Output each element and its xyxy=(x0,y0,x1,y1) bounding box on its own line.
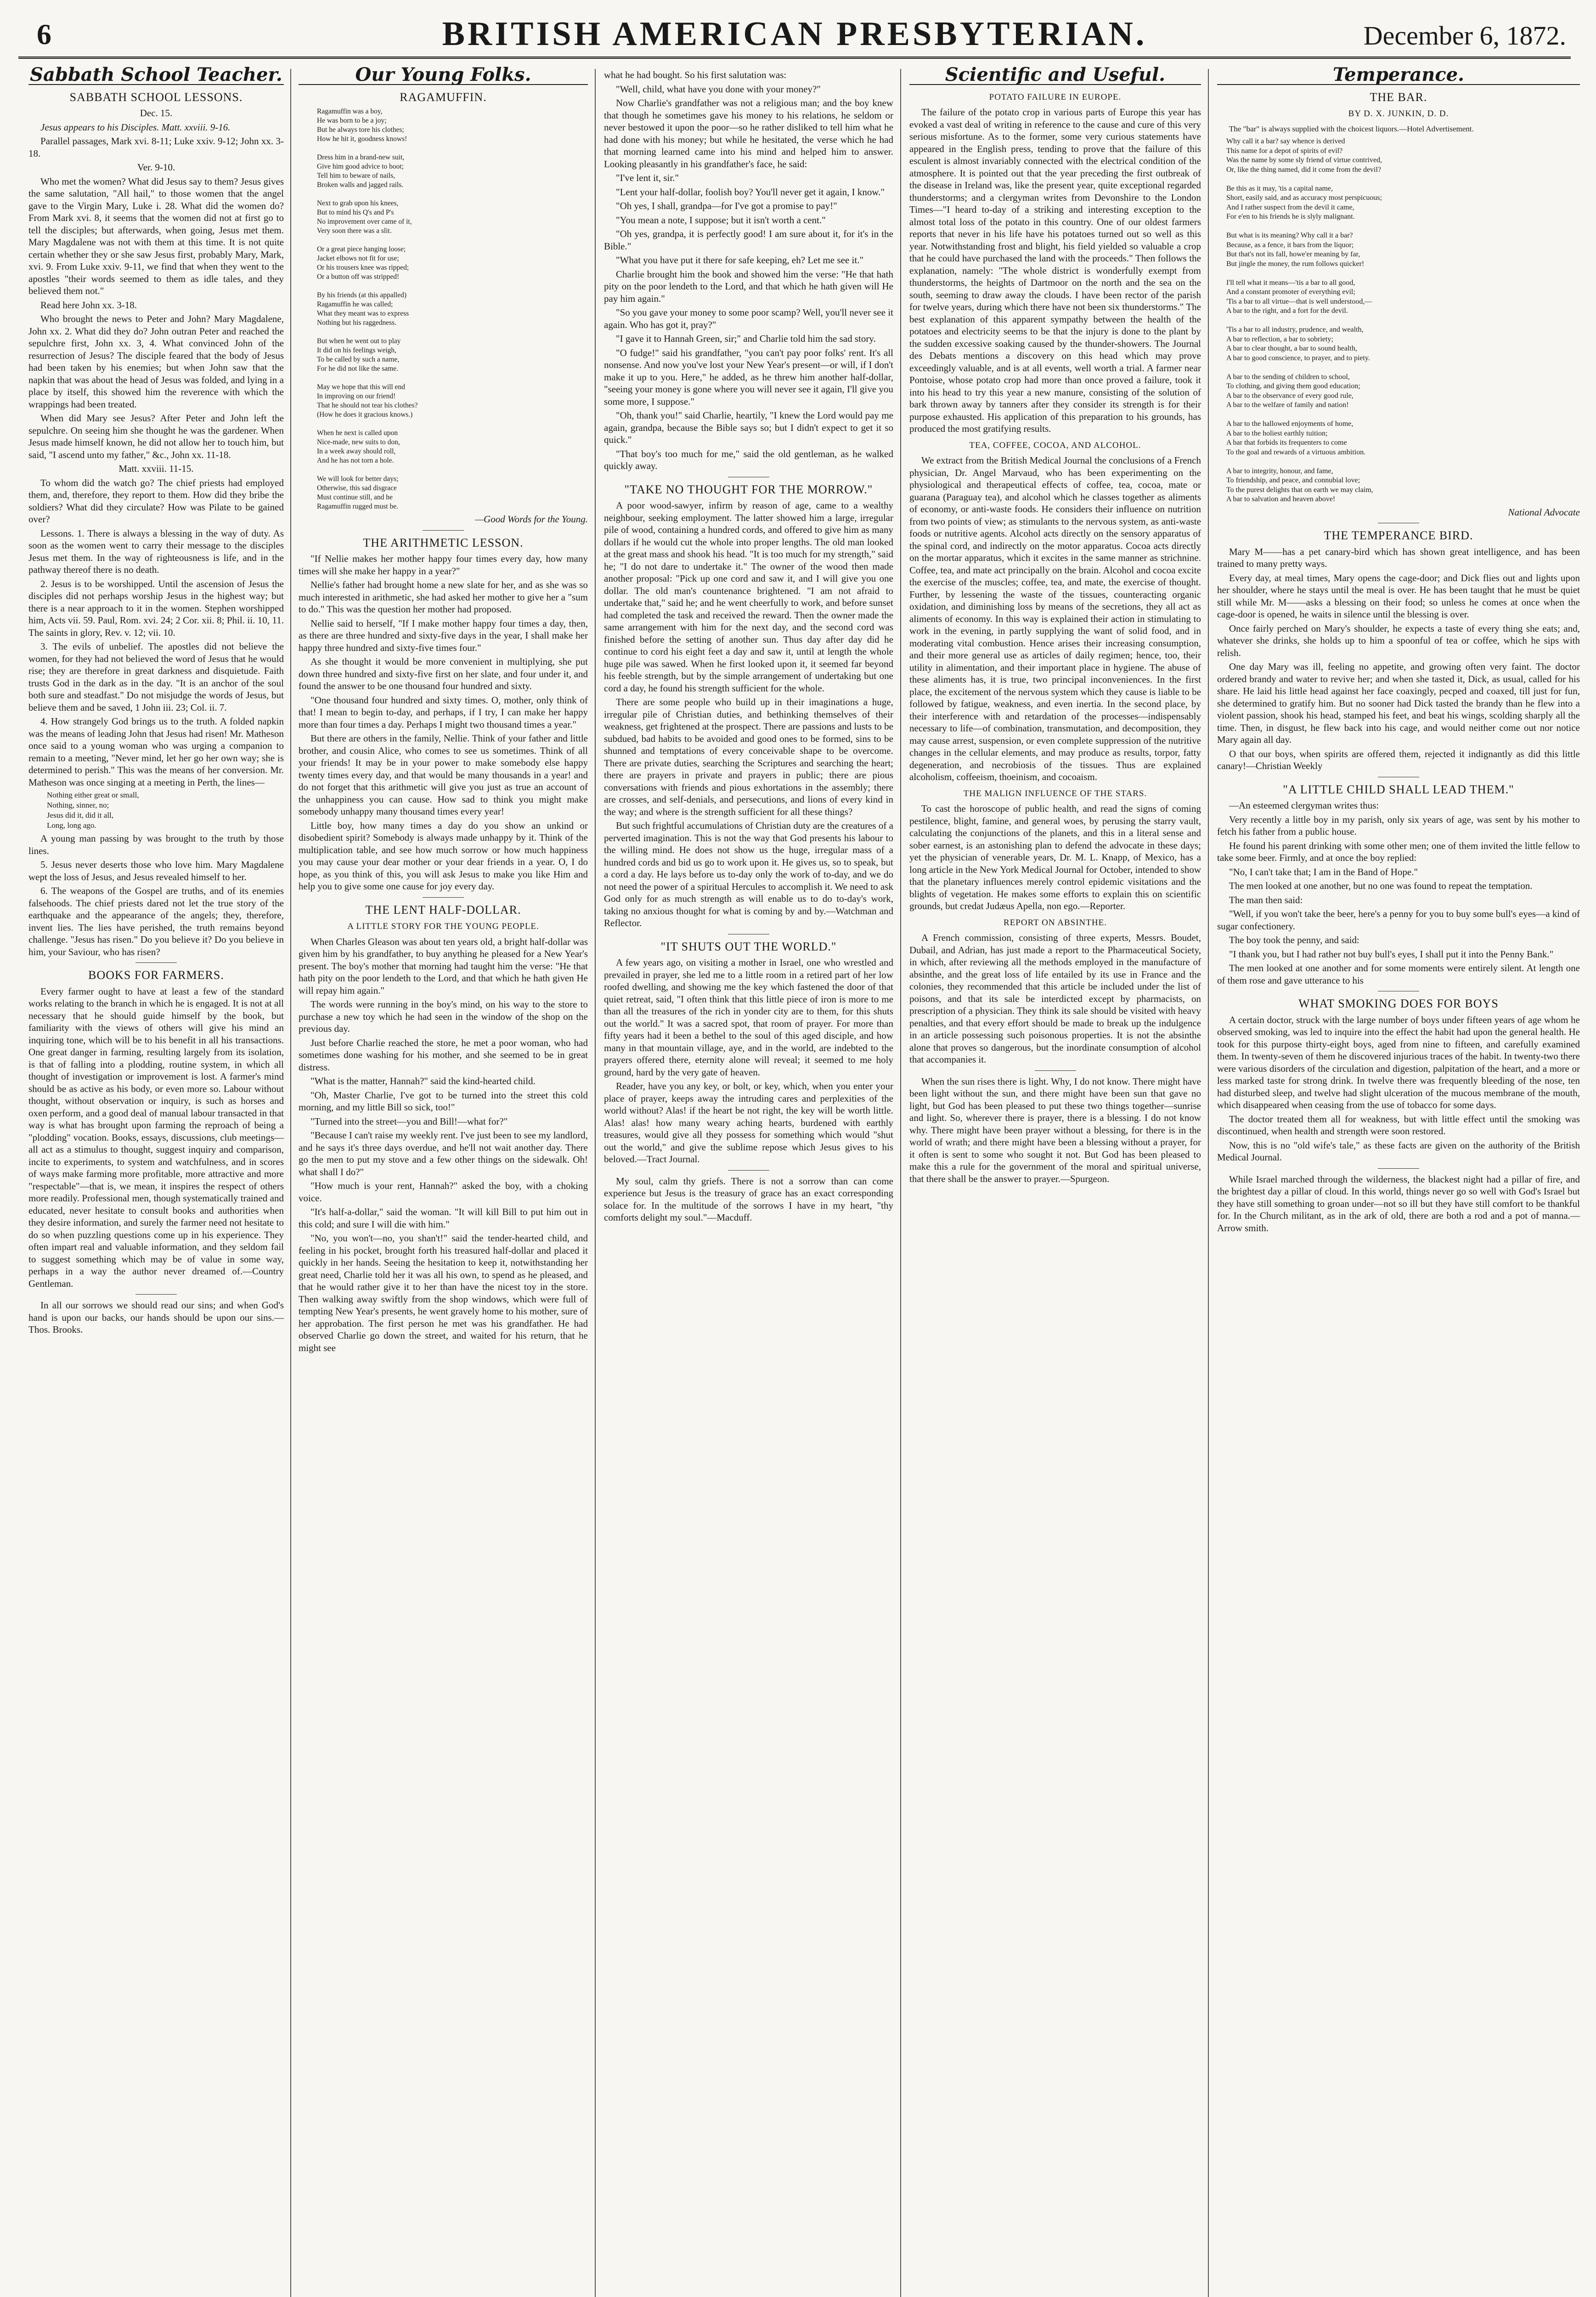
article-title: "A LITTLE CHILD SHALL LEAD THEM." xyxy=(1283,782,1514,796)
verse-heading: Matt. xxviii. 11-15. xyxy=(118,463,194,474)
paragraph: "Well, child, what have you done with your money?" xyxy=(616,83,821,95)
divider xyxy=(135,1294,177,1295)
paragraph: "Oh, Master Charlie, I've got to be turned into the street this cold morning, and my little Bill so sick, too!" xyxy=(299,1089,588,1113)
paragraph: "You mean a note, I suppose; but it isn't worth a cent." xyxy=(616,214,826,226)
paragraph: Lessons. 1. There is always a blessing in the way of duty. As soon as the women went to carry their message to the disciples Jesus met them. In the way of righteousness is life, and in the pathway thereof there is no death. xyxy=(28,527,284,575)
paragraph: "One thousand four hundred and sixty times. O, mother, only think of that! I mean to begin to-day, and perhaps, if I try, I can make her happy more than four times a day. Perhaps I might two thousand times a year." xyxy=(299,694,588,730)
column-young-folks xyxy=(299,64,588,1356)
paragraph: "Well, if you won't take the beer, here's a penny for you to buy some bull's eyes—a kind of sugar confectionery. xyxy=(1217,908,1580,932)
paragraph: Little boy, how many times a day do you show an unkind or disobedient spirit? Somebody is always made unhappy by it. Think of the multiplication table, and see how much sorrow or how much happiness you may cause your dear mother or your dear friends in a year. O, I do hope, as you think of this, you will ask Jesus to make you like Him and help you to give some one cause for joy every day. xyxy=(299,820,588,892)
paragraph: We extract from the British Medical Journal the conclusions of a French physician, Dr. Angel Marvaud, who has been experimenting on the physiological and therapeutical effects of coffee, tea, cocoa, mate or guarana (Paraguay tea), and alcohol which he classes together as aliments of economy, or anti-waste foods. He considers their influence on nutrition from two points of view; as stimulants to the nervous system, as anti-waste foods or nutritive agents. Alcohol acts directly on the sensory apparatus of the spinal cord, and indirectly on the motor apparatus. Cocoa acts directly on the mortar apparatus, which it excites in the same manner as strichnine. Coffee, tea, and mate act principally on the brain. Alcohol and cocoa excite the exercise of the muscles; coffee, tea, and mate, the exercise of thought. Further, by lessening the waste of the tissues, counteracting organic oxidation, and diminishing loss by means of the secretions, they all act as aliments of economy. In this way is explained their action in stimulating to work in the evening, in partly supplying the want of solid food, and in moderating vital combustion. Hence arises their increasing consumption, and their more general use as articles of daily regimen; hence, too, their utility in alimentation, and their important place in hygiene. The abuse of these aliments has, it is true, two principal inconveniences. In the first place, the excitement of the nervous system which they cause is liable to be followed by fatigue, weakness, and even inertia. In the second place, by their interference with and retardation of the processes—indispensably necessary to life—of combination, transmutation, and decomposition, they may cause arrest, suspension, or even complete suppression of the nutritive changes in the cellular elements, and may produce as results, torpor, fatty degeneration, and necrobiosis of the tissues. Thus are explained alcoholism, coffeeism, thoeinism, and cocoaism. xyxy=(909,455,1201,782)
epigraph: The "bar" is always supplied with the choicest liquors.—Hotel Advertisement. xyxy=(1229,124,1474,133)
paragraph: Once fairly perched on Mary's shoulder, he expects a taste of every thing she eats; and, whatever she drinks, she holds up to him a spoonful of tea or coffee, which he sips with relish. xyxy=(1217,622,1580,658)
poem: Ragamuffin was a boy, He was born to be a joy; But he always tore his clothes; How he hit it, goodness knows! Dress him in a brand-new suit, Give him good advice to boot; Tell him to beware of nails, Broken walls and jagged rails. Next to grab upon his knees, But to mind his Q's and P's No improvement over came of it, Very soon there was a slit. Or a great piece hanging loose; Jacket elbows not fit for use; Or his trousers knee was ripped; Or a button off was stripped! By his friends (at this appalled) Ragamuffin he was called; What they meant was to express Nothing but his raggedness. But when he went out to play It did on his feelings weigh, To be called by such a name, For he did not like the same. May we hope that this will end In improving on our friend! That he should not tear his clothes? (How he does it gracious knows.) When he next is called upon Nice-made, new suits to don, In a week away should roll, And he has not torn a hole. We will look for better days; Otherwise, this sad disgrace Must continue still, and he Ragamuffin rugged must be. xyxy=(317,107,418,510)
article-title: SABBATH SCHOOL LESSONS. xyxy=(69,90,243,104)
column-stories xyxy=(604,69,893,1226)
paragraph: The men looked at one another and for some moments were entirely silent. At length one of them rose and gave utterance to his xyxy=(1217,962,1580,986)
column-rule xyxy=(1208,69,1209,2297)
paragraph: "Turned into the street—you and Bill!—what for?" xyxy=(310,1115,508,1127)
column-sabbath-school xyxy=(28,64,284,1338)
article-title: REPORT ON ABSINTHE. xyxy=(1004,917,1107,928)
article-title: "TAKE NO THOUGHT FOR THE MORROW." xyxy=(624,482,873,496)
paragraph: Every day, at meal times, Mary opens the cage-door; and Dick flies out and lights upon her shoulder, where he stays until the meal is over. He has been taught that he must be quiet still while Mr. M——asks a blessing on their food; so unless he comes at once when the cage-door is opened, he waits in silence until the blessing is over. xyxy=(1217,572,1580,620)
article-title: POTATO FAILURE IN EUROPE. xyxy=(989,92,1122,102)
divider xyxy=(135,962,177,963)
paragraph: A certain doctor, struck with the large number of boys under fifteen years of age whom he observed smoking, was led to inquire into the effect the habit had upon the general health. He took for this purpose thirty-eight boys, aged from nine to fifteen, and carefully examined them. In twenty-seven of them he discovered injurious traces of the habit. In twenty-two there were various disorders of the circulation and digestion, palpitation of the heart, and a more or less marked taste for strong drink. In twelve there was frequently bleeding of the nose, ten had disturbed sleep, and twelve had slight ulceration of the mucous membrane of the mouth, which disappeared when ceasing from the use of tobacco for some days. xyxy=(1217,1014,1580,1110)
paragraph: "I've lent it, sir." xyxy=(616,172,679,183)
paragraph: A young man passing by was brought to the truth by those lines. xyxy=(28,833,284,856)
paragraph: 5. Jesus never deserts those who love him. Mary Magdalene wept the loss of Jesus, and Jesus revealed himself to her. xyxy=(28,859,284,883)
divider xyxy=(423,530,464,531)
poem: Nothing either great or small, Nothing, sinner, no; Jesus did it, did it all, Long, long ago. xyxy=(47,791,139,830)
paragraph: The doctor treated them all for weakness, but with little effect until the smoking was discontinued, when health and strength were soon restored. xyxy=(1217,1113,1580,1137)
article-title: BOOKS FOR FARMERS. xyxy=(88,968,224,982)
source-credit: National Advocate xyxy=(1508,506,1580,518)
paragraph: —An esteemed clergyman writes thus: xyxy=(1229,800,1379,811)
paragraph: 4. How strangely God brings us to the truth. A folded napkin was the means of leading John that Jesus had risen! Mr. Matheson once said to a young woman who was urging a companion to remain to a meeting, "Never mind, let her go her own way; she is determined to perish." This was the means of her conversion. Mr. Matheson was once singing at a meeting in Perth, the lines— xyxy=(28,716,284,788)
paragraph: "It's half-a-dollar," said the woman. "It will kill Bill to put him out in this cold; and sure I will die with him." xyxy=(299,1206,588,1230)
paragraph: 3. The evils of unbelief. The apostles did not believe the women, for they had not believed the word of Jesus that he would rise; they are therefore in great darkness and disquietude. Faith trusts God in the dark as in the day. "It is an anchor of the soul both sure and steadfast." Do not misjudge the words of Jesus, but believe them and be saved, 1 John iii. 23; Col. ii. 7. xyxy=(28,641,284,713)
paragraph: "If Nellie makes her mother happy four times every day, how many times will she make her happy in a year?" xyxy=(299,553,588,577)
divider xyxy=(1378,1168,1419,1169)
paragraph: "I gave it to Hannah Green, sir;" and Charlie told him the sad story. xyxy=(616,333,876,344)
paragraph: A poor wood-sawyer, infirm by reason of age, came to a wealthy neighbour, seeking employment. The latter showed him a large, irregular pile of wood, containing a hundred cords, and offered to give him as many dollars if he would cut the whole into proper lengths. The old man looked at the great mass and shook his head. "It is too much for my strength," said he; "I do not dare to undertake it." The owner of the wood then made another proposal: "Pick up one cord and saw it, and I will give you one dollar. The old man's countenance brightened. "I am not afraid to undertake that," said he; and he went cheerfully to work, and before sunset had completed the task and received the reward. Then the owner made the same arrangement with him for the next day, and the second cord was finished before the setting of another sun. Thus day after day did he continue to cord his eight feet a day and saw it, until at length the whole huge pile was sawed. When he first looked upon it, it seemed far beyond his feeble strength, but by the simple arrangement of undertaking but one cord a day, he found his strength sufficient for the whole. xyxy=(604,500,893,694)
section-heading: Temperance. xyxy=(1217,69,1580,85)
paragraph: Mary M——has a pet canary-bird which has shown great intelligence, and has been trained to many pretty ways. xyxy=(1217,546,1580,569)
paragraph: what he had bought. So his first salutation was: xyxy=(604,69,787,80)
paragraph: When the sun rises there is light. Why, I do not know. There might have been light without the sun, and there might have been sun that gave no light, but God has been pleased to put these two things together—sunrise and light. So, wherever there is prayer, there is a blessing. I do not know why. There might have been prayer without a blessing, for there is in the world of wrath; and there might have been a blessing without a prayer, for it often is sent to some who sought it not. But God has been pleased to make this a rule for the government of the moral and spiritual universe, that there shall be the answer to prayer.—Spurgeon. xyxy=(909,1075,1201,1184)
paragraph: A few years ago, on visiting a mother in Israel, one who wrestled and prevailed in prayer, she led me to a little room in a retired part of her low roofed dwelling, and showing me the key which fastened the door of that quiet retreat, said, "I often think that this little piece of iron is more to me than all the treasures of the rich in yonder city are to them, for this shuts out the world." It was a sacred spot, that room of prayer. For more than fifty years had it been a bethel to the soul of this aged disciple, and how many in that mountain village, aye, and in the world, are indebted to the prayers offered there, eternity alone will reveal; it seemed to me holy ground, hard by the very gate of heaven. xyxy=(604,957,893,1078)
article-title: TEA, COFFEE, COCOA, AND ALCOHOL. xyxy=(969,440,1141,450)
article-title: "IT SHUTS OUT THE WORLD." xyxy=(660,939,837,953)
paragraph: 6. The weapons of the Gospel are truths, and of its enemies falsehoods. The chief priests dared not let the true story of the earthquake and the appearance of the angels; they, therefore, invent lies. The lies have perished, the truth remains beyond challenge. "Jesus has risen." Do you believe it? Do you believe in him, your Saviour, who has risen? xyxy=(28,885,284,957)
paragraph: As she thought it would be more convenient in multiplying, she put down three hundred and sixty-five first on her slate, and four under it, and found the answer to be one thousand four hundred and sixty. xyxy=(299,656,588,691)
paragraph: But such frightful accumulations of Christian duty are the creatures of a perverted imagination. This is not the way that God presents his labour to the willing mind. He does not show us the huge, irregular mass of a hundred cords and bid us go to work upon it. He gives us, so to speak, but a cord a day. He lays before us to-day only the work of to-day, and we do not need the power of a spiritual Hercules to accomplish it. We need to ask God only for as much strength as will enable us to do to-day's work, taking no anxious thought for what is coming by and by.—Watchman and Reflector. xyxy=(604,820,893,928)
paragraph: When Charles Gleason was about ten years old, a bright half-dollar was given him by his grandfather, to buy anything he pleased for a New Year's present. The boy's mother that morning had taught him the verse: "He that hath pity on the poor lendeth to the Lord, and that which he hath given He will repay him again." xyxy=(299,936,588,996)
masthead xyxy=(18,13,1571,59)
paragraph: To cast the horoscope of public health, and read the signs of coming pestilence, blight, famine, and general woes, by perusing the starry vault, calculating the conjunctions of the planets, and this in a literal sense and sober earnest, is an astonishing plan to defend the advocate in these days; yet the physician of venerable years, Dr. M. L. Knapp, of Mexico, has a long article in the New York Medical Journal for October, intended to show that the planetary influences merely control epidemic visitations and the blights of vegetation. He makes some efforts to explain this on scientific grounds, but credat Judæus Apella, non ego.—Reporter. xyxy=(909,803,1201,911)
paragraph: "That boy's too much for me," said the old gentleman, as he walked quickly away. xyxy=(604,448,893,471)
article-title: THE MALIGN INFLUENCE OF THE STARS. xyxy=(963,788,1147,798)
section-heading: Our Young Folks. xyxy=(299,69,588,85)
paragraph: The words were running in the boy's mind, on his way to the store to purchase a new toy which he had seen in the window of the shop on the previous day. xyxy=(299,999,588,1034)
paragraph: Very recently a little boy in my parish, only six years of age, was sent by his mother to fetch his father from a public house. xyxy=(1217,814,1580,837)
paragraph: There are some people who build up in their imaginations a huge, irregular pile of Christian duties, and bethinking themselves of their weakness, get frightened at the prospect. There are passions and lusts to be subdued, bad habits to be avoided and good ones to be formed, sins to be shunned and temptations of every conceivable shape to be overcome. There are private duties, searching the Scriptures and searching the heart; there are prayers in private and prayers in public; there are pious conversations with friends and pious exhortations in the assembly; there are crosses, and self-denials, and persecutions, and lions of every kind in the way; and where is the strength sufficient for all these things? xyxy=(604,696,893,817)
paragraph: Who met the women? What did Jesus say to them? Jesus gives the same salutation, "All hail," to those women that the angel gave to the Virgin Mary, Luke i. 28. What did the women do? From Mark xvi. 8, it seems that the women did not at first go to tell the disciples; but afterwards, when going, Jesus met them. Mary Magdalene was not with them at this time. It is not quite certain whether they or she saw Jesus first, probably Mary, Mark, xvi. 9. From Luke xxiv. 9-11, we find that when they went to the apostles "their words seemed to them as idle tales, and they believed them not." xyxy=(28,175,284,296)
paragraph: In all our sorrows we should read our sins; and when God's hand is upon our backs, our hands should be upon our sins.—Thos. Brooks. xyxy=(28,1300,284,1335)
paragraph: O that our boys, when spirits are offered them, rejected it indignantly as did this little canary!—Christian Weekly xyxy=(1217,748,1580,771)
column-rule xyxy=(900,69,901,2297)
paragraph: Read here John xx. 3-18. xyxy=(40,299,137,311)
column-temperance xyxy=(1217,64,1580,1236)
lesson-date: Dec. 15. xyxy=(140,107,173,119)
source-credit: —Good Words for the Young. xyxy=(475,514,588,525)
divider xyxy=(728,1170,769,1171)
issue-date: December 6, 1872. xyxy=(1363,21,1566,51)
article-title: THE TEMPERANCE BIRD. xyxy=(1324,529,1473,542)
paragraph: "How much is your rent, Hannah?" asked the boy, with a choking voice. xyxy=(299,1180,588,1204)
paragraph: He found his parent drinking with some other men; one of them invited the little fellow to take some beer. Firmly, and at once the boy replied: xyxy=(1217,840,1580,863)
article-title: RAGAMUFFIN. xyxy=(400,90,487,104)
paragraph: One day Mary was ill, feeling no appetite, and growing often very faint. The doctor ordered brandy and water to revive her; and when she tasted it, Dick, as usual, called for his share. He laid his little head against her face coaxingly, pecped and coaxed, till just for fun, she determined to gratify him. But no sooner had Dick tasted the brandy than he flew into a violent passion, shook his head, stamped his feet, and beat his wings, scolding sharply all the time. Then, in disgust, he flew back into his cage, and would neither come out nor notice Mary again all day. xyxy=(1217,661,1580,745)
column-rule xyxy=(290,69,291,2297)
paragraph: "What you have put it there for safe keeping, eh? Let me see it." xyxy=(616,255,864,266)
paragraph: A French commission, consisting of three experts, Messrs. Boudet, Dubail, and Adrian, has just made a report to the Pharmaceutical Society, in which, after reviewing all the methods employed in the manufacture of absinthe, and the great loss of life entailed by its use in France and the colonies, they recommended that this article be included under the list of poisons, and that its sale be interdicted except by pharmacists, on prescription of a physician. They think its sale should be visited with heavy penalties, and that every effort should be made to break up the indulgence in an article possessing such poisonous properties. It is not the absinthe alone that proves so dangerous, but the inordinate consumption of alcohol that accompanies it. xyxy=(909,932,1201,1065)
paragraph: Every farmer ought to have at least a few of the standard works relating to the branch in which he is engaged. It is not at all necessary that he should guide himself by the book, but familiarity with the views of others will give his mind an inquiring tone, which will be to his benefit in all his transactions. One great danger in farming, resulting largely from its isolation, is that of falling into a plodding, routine system, in which all thought of investigation or improvement is lost. A farmer's mind should be as active as his body, or even more so. Labour without thought, without observation or inquiry, is such as horses and oxen perform, and a good deal of manual labour transacted in that way is what has brought upon farming the reproach of being a "plodding" vocation. Books, essays, discussions, club meetings—all act as a stimulus to thought, suggest inquiry and comparison, incite to experiments, to system and watchfulness, and in scores of ways make farming more profitable, more attractive and more "respectable"—that is, we mean, it inspires the respect of others more readily. Professional men, though systematically trained and educated, never hesitate to consult books and authorities when they desire information, and surely the farmer need not hesitate to do so when puzzling questions come up in his experience. They often impart real and valuable information, and they seldom fail to suggest something which may be of value in some way, perhaps in a way the author never dreamed of.—Country Gentleman. xyxy=(28,985,284,1289)
section-heading: Sabbath School Teacher. xyxy=(28,69,284,85)
paragraph: "So you gave your money to some poor scamp? Well, you'll never see it again. Who has got it, pray?" xyxy=(604,307,893,330)
newspaper-title: BRITISH AMERICAN PRESBYTERIAN. xyxy=(442,15,1147,53)
divider xyxy=(1035,1070,1076,1071)
paragraph: Now Charlie's grandfather was not a religious man; and the boy knew that though he sometimes gave his money to his relations, he seldom or never bestowed it upon the poor—so he rather disliked to tell him what he had done with his money; but while he hesitated, the verse which he had that morning learned came into his mind and helped him to answer. Looking pleasantly in his grandfather's face, he said: xyxy=(604,97,893,170)
paragraph: Nellie said to herself, "If I make mother happy four times a day, then, as there are three hundred and sixty-five days in the year, I shall make her happy three hundred and sixty-five times four." xyxy=(299,617,588,653)
paragraph: "O fudge!" said his grandfather, "you can't pay poor folks' rent. It's all nonsense. And now you've lost your New Year's present—or will, if I don't make it up to you. Here," he added, as he threw him another half-dollar, "seeing your money is gone where you will never see it again, I'll give you some more, I suppose." xyxy=(604,347,893,407)
paragraph: Nellie's father had brought home a new slate for her, and as she was so much interested in arithmetic, she had asked her mother to give her a "sum to do." This was the question her mother had proposed. xyxy=(299,579,588,615)
article-title: THE BAR. xyxy=(1370,90,1427,104)
article-subtitle: A LITTLE STORY FOR THE YOUNG PEOPLE. xyxy=(347,922,539,931)
page-number: 6 xyxy=(37,18,51,51)
paragraph: Parallel passages, Mark xvi. 8-11; Luke xxiv. 9-12; John xx. 3-18. xyxy=(28,136,284,159)
paragraph: Charlie brought him the book and showed him the verse: "He that hath pity on the poor lendeth to the Lord, and that which he hath given will He pay him again." xyxy=(604,268,893,304)
paragraph: "Oh, thank you!" said Charlie, heartily, "I knew the Lord would pay me again, grandpa, because the Bible says so; but I didn't expect to get it so quick." xyxy=(604,410,893,445)
column-scientific xyxy=(909,64,1201,1187)
paragraph: "Oh yes, grandpa, it is perfectly good! I am sure about it, for it's in the Bible." xyxy=(604,228,893,252)
paragraph: Now, this is no "old wife's tale," as these facts are given on the authority of the British Medical Journal. xyxy=(1217,1139,1580,1163)
paragraph: Reader, have you any key, or bolt, or key, which, when you enter your place of prayer, keeps away the intruding cares and perplexities of the world without? Alas! if the heart be not right, the key will be worth little. Alas! alas! how many weary aching hearts, burdened with earthly treasures, would give all they possess for something which would "shut out the world," and give the sublime repose which Jesus gives to his beloved.—Tract Journal. xyxy=(604,1081,893,1165)
paragraph: "No, I can't take that; I am in the Band of Hope." xyxy=(1229,866,1418,877)
paragraph: The boy took the penny, and said: xyxy=(1229,934,1359,945)
paragraph: 2. Jesus is to be worshipped. Until the ascension of Jesus the disciples did not perhaps worship Jesus in the highest way; but there is a near approach to it in the women. Stephen worshipped him, Acts vii. 59. Paul, Rom. xvi. 24; 2 Cor. xii. 8; Phil. ii. 10, 11. The saints in glory, Rev. v. 12; vii. 10. xyxy=(28,578,284,638)
article-author: BY D. X. JUNKIN, D. D. xyxy=(1348,109,1449,119)
paragraph: The failure of the potato crop in various parts of Europe this year has evoked a vast deal of writing in reference to the cause and cure of this very serious misfortune. As to the former, some very curious statements have appeared in the English press, tending to prove that the failure of this esculent is almost invariably connected with the electrical condition of the atmosphere. It is pointed out that the year preceding the first outbreak of the disease in Ireland was, like the present year, quite exceptional regarded thunderstorms; and a clergyman writes from Devonshire to the London Times—"I heard to-day of a striking and interesting exception to the almost total loss of the potato in this country. One of our oldest farmers reports that never in his life have his potatoes turned out so well as this year. Notwithstanding frost and blight, his field yielded so valuable a crop that he could have purchased the land with the proceeds." Then follows the explanation, namely: "The whole district is wonderfully exempt from thunderstorms, the heights of Dartmoor on the north and the sea on the south, seeming to draw away the clouds. I have been rector of the parish for twelve years, during which there have not been six thunderstorms." The best explanation of this apparent sympathy between the health of the potatoes and electricity seems to be that the injury is done to the plant by the sudden excessive soaking caused by the thunder-showers. The Journal des Debats mentions a discovery on this head which may prove exceedingly valuable, and is at all events, well worth a trial. A farmer near Pontoise, whose potato crop had more than once proved a failure, took it into his head to try this year a new manure, consisting of the solution of bark thrown away by tanners after they consider its strength is for their purpose exhausted. His application of this preparation to his grounds, has produced the most gratifying results. xyxy=(909,107,1201,434)
verse-heading: Ver. 9-10. xyxy=(137,162,175,173)
article-title: THE LENT HALF-DOLLAR. xyxy=(365,903,521,917)
paragraph: Just before Charlie reached the store, he met a poor woman, who had sometimes done washing for his mother, and she seemed to be in great distress. xyxy=(299,1037,588,1073)
poem: Why call it a bar? say whence is derived This name for a depot of spirits of evil? Was the name by some sly friend of virtue contrived, Or, like the thing named, did it come from the devil? Be this as it may, 'tis a capital name, Short, easily said, and as accuracy most perspicuous; And I rather suspect from the devil it came, For e'en to his friends he is slyly malignant. But what is its meaning? Why call it a bar? Because, as a fence, it bars from the liquor; But that's not its fall, howe'er meaning by far, But jingle the money, the rum follows quicker! I'll tell what it means—'tis a bar to all good, And a constant promoter of everything evil; 'Tis a bar to all virtue—that is well understood,— A bar to the right, and a fort for the devil. 'Tis a bar to all industry, prudence, and wealth, A bar to reflection, a bar to sobriety; A bar to clear thought, a bar to sound health, A bar to good conscience, to prayer, and to piety. A bar to the sending of children to school, To clothing, and giving them good education; A bar to the observance of every good rule, A bar to the welfare of family and nation! A bar to the hallowed enjoyments of home, A bar to the holiest earthly tuition; A bar that forbids its frequenters to come To the goal and rewards of a virtuous ambition. A bar to integrity, honour, and fame, To friendship, and peace, and connubial love; To the purest delights that on earth we may claim, A bar to salvation and heaven above! xyxy=(1226,137,1382,503)
article-title: THE ARITHMETIC LESSON. xyxy=(363,536,524,549)
paragraph: "What is the matter, Hannah?" said the kind-hearted child. xyxy=(310,1075,536,1086)
paragraph: "I thank you, but I had rather not buy bull's eyes, I shall put it into the Penny Bank." xyxy=(1229,948,1554,960)
paragraph: When did Mary see Jesus? After Peter and John left the sepulchre. On seeing him she thought he was the gardener. When Jesus made himself known, he did not allow her to touch him, but said, "I ascend unto my father," &c., John xx. 11-18. xyxy=(28,413,284,460)
paragraph: "No, you won't—no, you shan't!" said the tender-hearted child, and feeling in his pocket, brought forth his treasured half-dollar and placed it quickly in her hands. Seeing the hesitation to keep it, notwithstanding her great need, Charlie told her it was all his own, to spend as he pleased, and that he would rather give it to her than have the nicest toy in the store. Then walking away swiftly from the shop windows, which were full of tempting New Year's presents, he went gravely home to his mother, sure of her approbation. The first person he met was his grandfather. He had observed Charlie go down the street, and waited for his return, that he might see xyxy=(299,1233,588,1353)
divider xyxy=(423,897,464,898)
paragraph: But there are others in the family, Nellie. Think of your father and little brother, and cousin Alice, who comes to see us sometimes. Think of all your friends! It may be in your power to make somebody else happy twenty times every day, and that would be many thousands in a year! and do not forget that this arithmetic will give you just as true an account of the unhappiness you can cause. How sad to think you might make somebody unhappy many thousand times every year! xyxy=(299,733,588,817)
section-heading: Scientific and Useful. xyxy=(909,69,1201,85)
paragraph: While Israel marched through the wilderness, the blackest night had a pillar of fire, and the brightest day a pillar of cloud. In this world, things never go so well with God's Israel but they have still something to groan under—not so ill but they have still comfort to be thankful for. In the Church militant, as in the ark of old, there are both a rod and a pot of manna.—Arrow smith. xyxy=(1217,1173,1580,1233)
paragraph: "Because I can't raise my weekly rent. I've just been to see my landlord, and he says it's three days overdue, and he'll not wait another day. There go the men to put my stove and a few other things on the sidewalk. Oh! what shall I do?" xyxy=(299,1130,588,1177)
paragraph: The men looked at one another, but no one was found to repeat the temptation. xyxy=(1229,880,1533,891)
article-title: WHAT SMOKING DOES FOR BOYS xyxy=(1298,997,1499,1010)
paragraph: "Oh yes, I shall, grandpa—for I've got a promise to pay!" xyxy=(616,200,837,211)
paragraph: The man then said: xyxy=(1229,894,1303,905)
paragraph: "Lent your half-dollar, foolish boy? You'll never get it again, I know." xyxy=(616,186,885,198)
paragraph: My soul, calm thy griefs. There is not a sorrow than can come experience but Jesus is the treasury of grace has an exact corresponding solace for. In the multitude of the sorrows I have in my heart, "thy comforts delight my soul."—Macduff. xyxy=(604,1175,893,1223)
lesson-reference: Jesus appears to his Disciples. Matt. xxviii. 9-16. xyxy=(40,121,231,133)
paragraph: To whom did the watch go? The chief priests had employed them, and, therefore, they report to them. How did they bribe the soldiers? What did they circulate? How was Pilate to be gained over? xyxy=(28,477,284,525)
column-rule xyxy=(595,69,596,2297)
paragraph: Who brought the news to Peter and John? Mary Magdalene, John xx. 2. What did they do? John outran Peter and reached the sepulchre first, John xx. 3, 4. What convinced John of the resurrection of Jesus? The disciple feared that the body of Jesus had been taken by his enemies; but when John saw that the napkin that was about the head of Jesus was folded, and lying in a place by itself, this showed him the reverence with which the wrappings had been treated. xyxy=(28,313,284,410)
